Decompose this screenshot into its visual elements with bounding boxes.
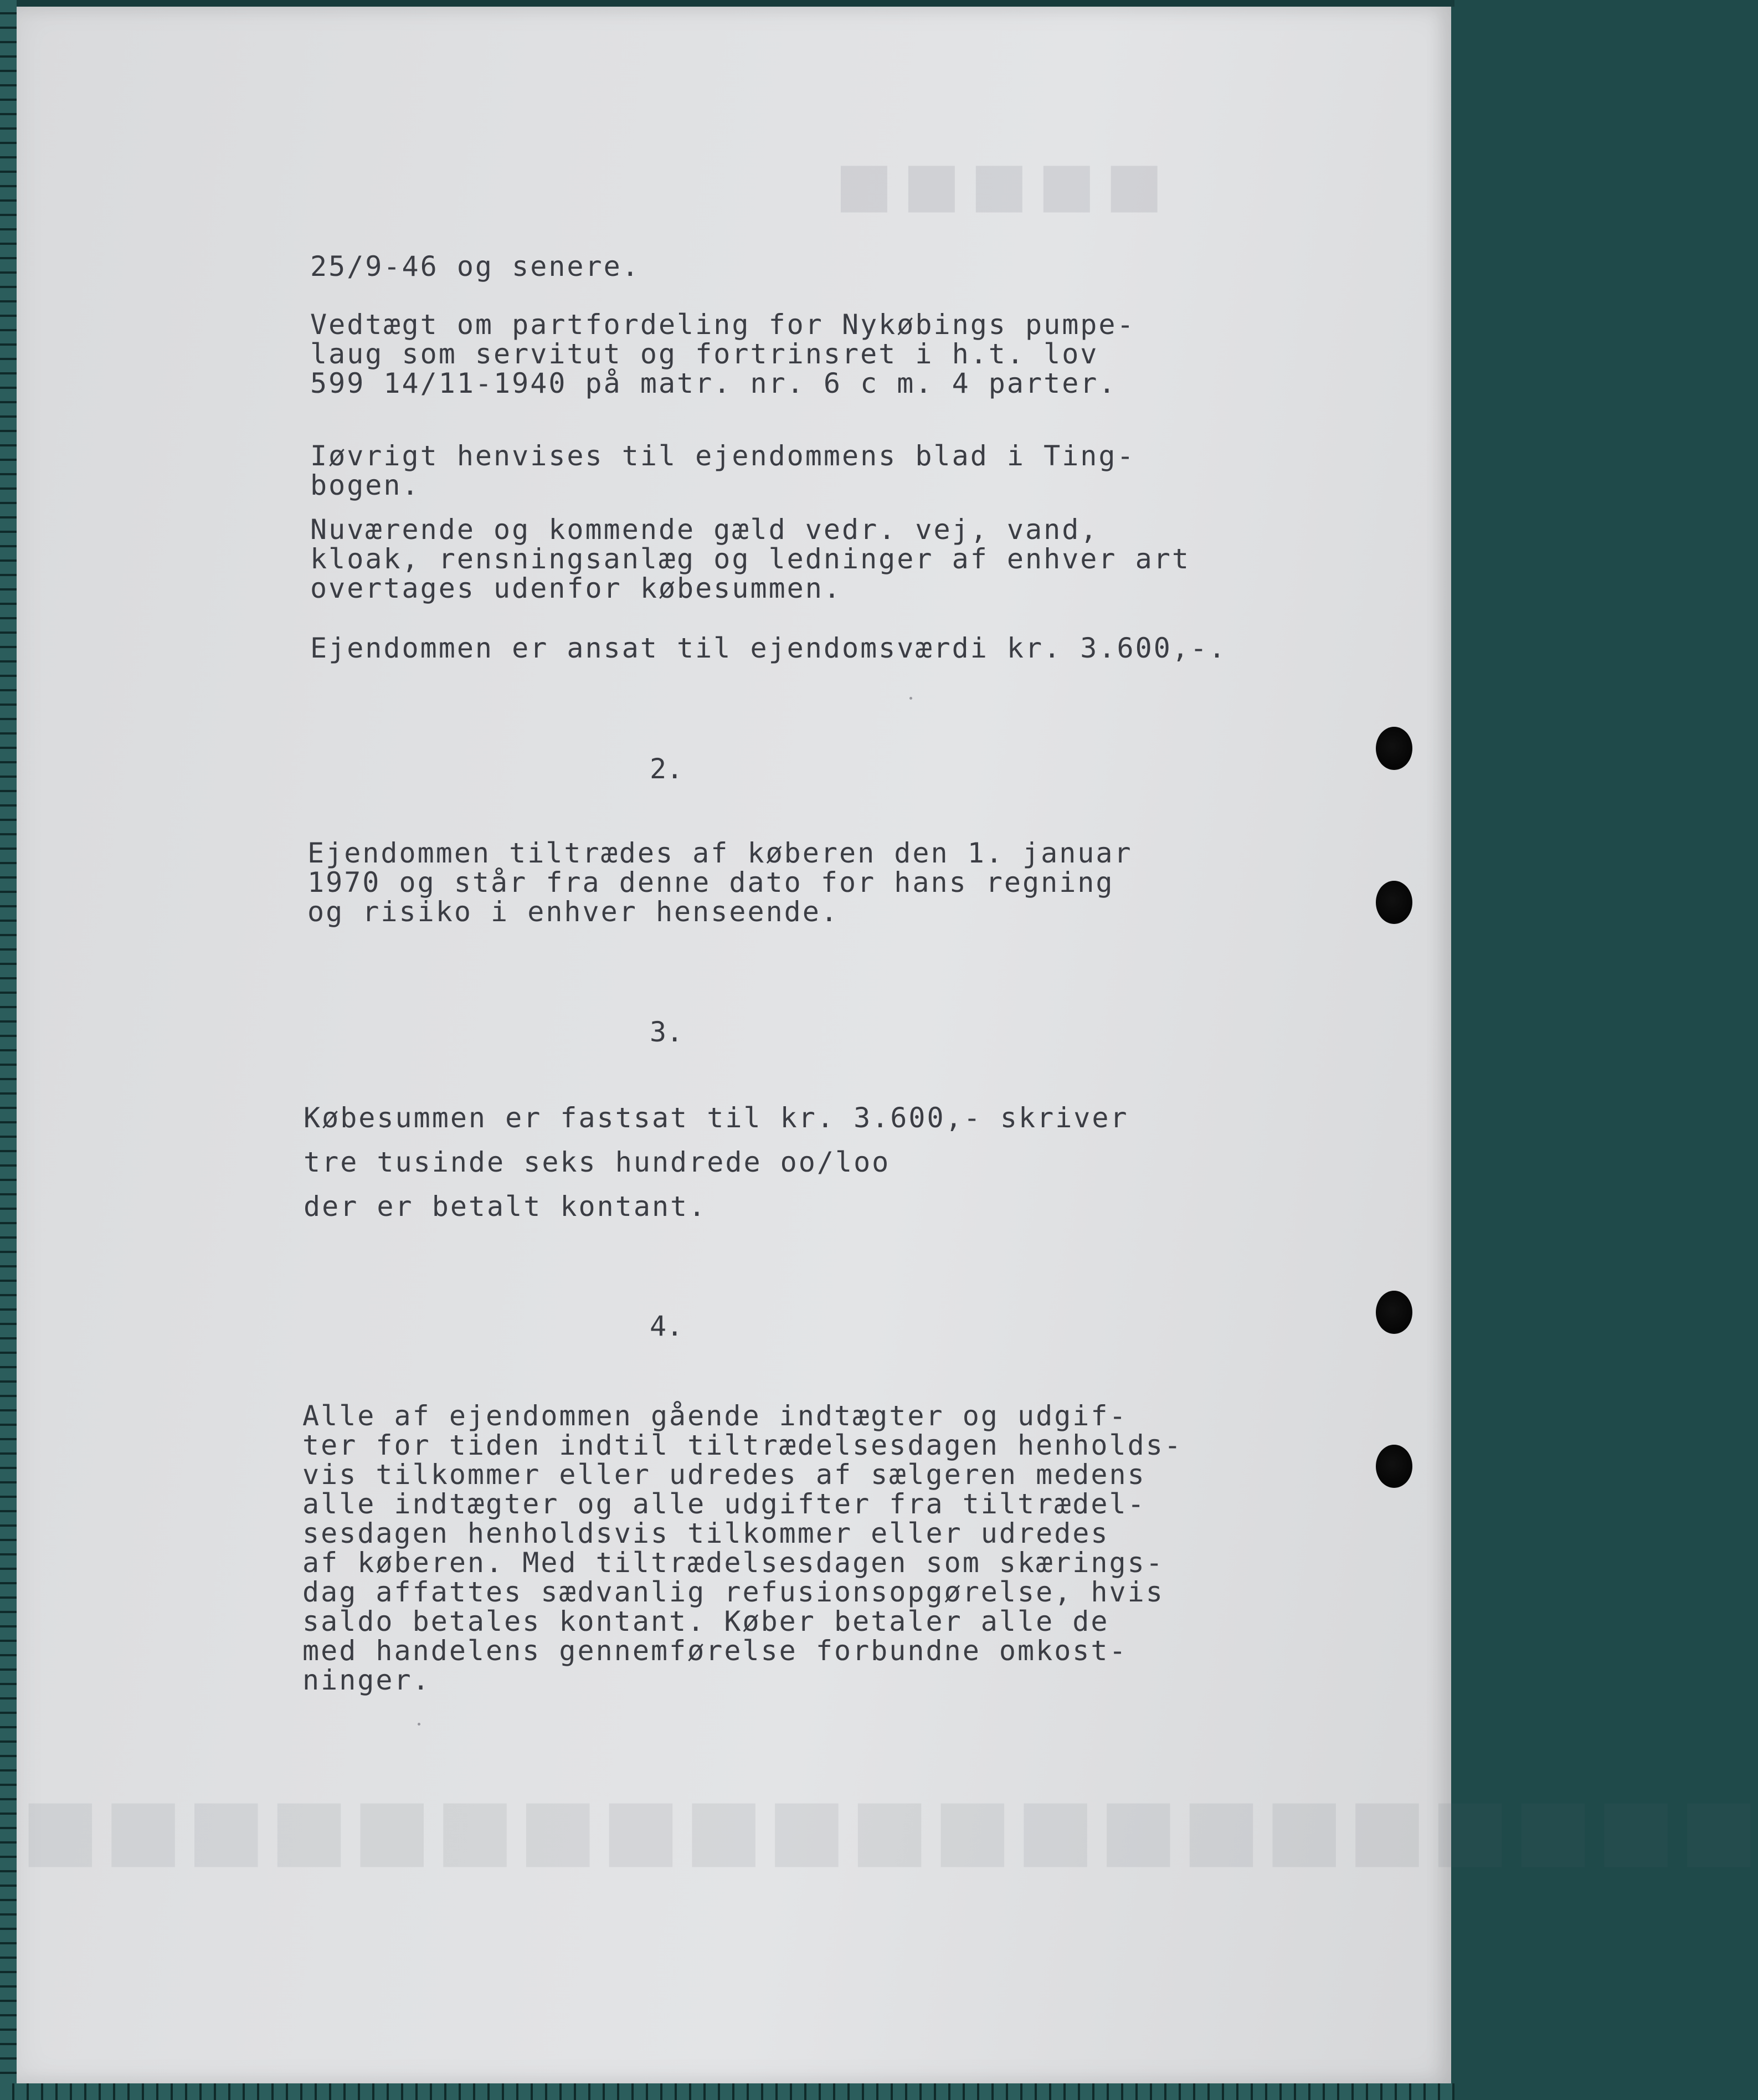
paper-speck bbox=[418, 1723, 420, 1726]
section-4-text: Alle af ejendommen gående indtægter og udgif- ter for tiden indtil tiltrædelsesdagen henholds- vis tilkommer eller udredes af sælgeren medens alle indtægter og alle udgifter fra tiltrædel- sesdagen henholdsvis tilkommer eller udredes af køberen. Med tiltrædelsesdagen som skærings- dag affattes sædvanlig refusionsopgørelse, hvis saldo betales kontant. Køber betaler alle de med handelens gennemførelse forbundne omkost- ninger. bbox=[302, 1400, 1183, 1696]
punch-hole bbox=[1376, 881, 1412, 924]
paragraph-ejendomsvaerdi: Ejendommen er ansat til ejendomsværdi kr. 3.600,-. bbox=[310, 632, 1227, 664]
section-number-2: 2. bbox=[650, 753, 683, 785]
paragraph-iovrigt: Iøvrigt henvises til ejendommens blad i Ting- bogen. bbox=[310, 440, 1135, 501]
bleed-through-banner: ■■■■■■■■■■■■■■■■■■■■■ bbox=[17, 1779, 1758, 1877]
scanner-edge-top bbox=[0, 0, 1454, 7]
paper-speck bbox=[909, 697, 912, 700]
bleed-through-stamp: ■■■■■ bbox=[825, 148, 1163, 219]
scanner-ruler-bottom bbox=[0, 2083, 1454, 2100]
section-number-4: 4. bbox=[650, 1310, 683, 1342]
paragraph-vedtaegt: Vedtægt om partfordeling for Nykøbings pumpe- laug som servitut og fortrinsret i h.t. lov 599 14/11-1940 på matr. nr. 6 c m. 4 parter. bbox=[310, 309, 1135, 399]
paragraph-date: 25/9-46 og senere. bbox=[310, 250, 640, 283]
section-number-3: 3. bbox=[650, 1016, 683, 1048]
punch-hole bbox=[1376, 727, 1412, 770]
punch-hole bbox=[1376, 1291, 1412, 1334]
section-3-line-1: Købesummen er fastsat til kr. 3.600,- skriver bbox=[304, 1102, 1129, 1134]
paragraph-gaeld: Nuværende og kommende gæld vedr. vej, vand, kloak, rensningsanlæg og ledninger af enhver art overtages udenfor købesummen. bbox=[310, 514, 1190, 604]
section-2-text: Ejendommen tiltrædes af køberen den 1. januar 1970 og står fra denne dato for hans regning og risiko i enhver henseende. bbox=[307, 837, 1133, 928]
scanner-ruler-left bbox=[0, 0, 17, 2100]
section-3-line-2: tre tusinde seks hundrede oo/loo bbox=[304, 1146, 891, 1178]
punch-hole bbox=[1376, 1445, 1412, 1488]
document-page bbox=[17, 7, 1758, 2083]
section-3-line-3: der er betalt kontant. bbox=[304, 1190, 707, 1223]
